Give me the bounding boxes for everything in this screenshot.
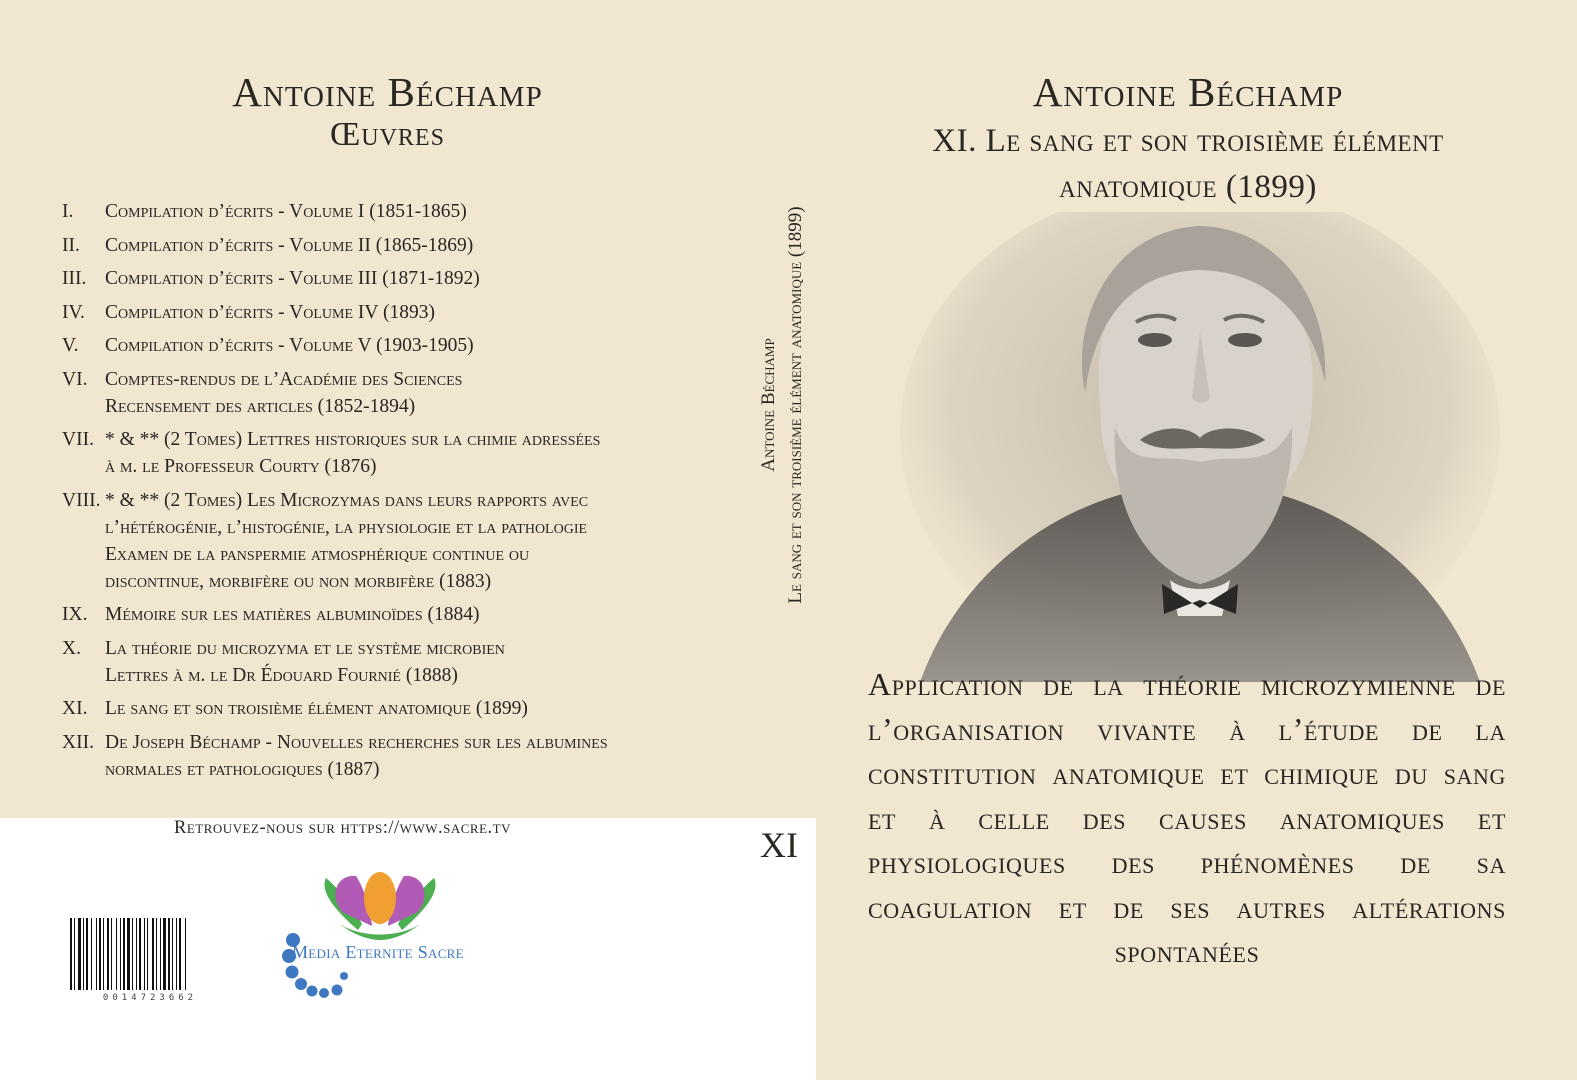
works-list-item — [62, 366, 722, 420]
barcode-bar — [99, 918, 101, 990]
work-title-line: Lettres à m. le Dr Édouard Fournié (1888) — [105, 664, 458, 686]
spine-title: Le sang et son troisième élément anatomique (1899) — [785, 206, 806, 604]
front-author-name: Antoine Béchamp — [1032, 69, 1344, 115]
barcode-bar — [74, 918, 75, 990]
work-title-line: Compilation d’écrits - Volume II (1865-1869) — [105, 234, 474, 256]
work-number: V. — [62, 335, 79, 356]
barcode-bar — [179, 918, 181, 990]
volume-number: XI — [760, 825, 798, 865]
website-text: Retrouvez-nous sur https://www.sacre.tv — [174, 818, 511, 838]
barcode-bar — [160, 918, 161, 990]
work-title-line: Compilation d’écrits - Volume IV (1893) — [105, 301, 435, 323]
lotus-icon — [324, 872, 435, 940]
barcode-bar — [120, 918, 121, 990]
work-title-line: De Joseph Béchamp - Nouvelles recherches sur les albumines — [105, 731, 608, 753]
barcode-bar — [116, 918, 117, 990]
barcode-bar — [96, 918, 97, 990]
barcode-bar — [136, 918, 137, 990]
work-title-line: Comptes-rendus de l’Académie des Sciences — [105, 368, 463, 390]
book-title — [858, 118, 1518, 210]
works-list-item — [62, 232, 722, 259]
work-number: XII. — [62, 731, 94, 753]
barcode-bar — [163, 918, 166, 990]
author-portrait — [900, 212, 1500, 682]
works-list — [62, 198, 722, 789]
work-number: IV. — [62, 301, 85, 323]
barcode-bar — [127, 918, 130, 990]
work-title-line: Recensement des articles (1852-1894) — [105, 395, 416, 417]
work-title-line: Examen de la panspermie atmosphérique continue ou — [105, 543, 530, 565]
work-number: VI. — [62, 368, 88, 390]
work-title-line: Mémoire sur les matières albuminoïdes (1884) — [105, 604, 480, 625]
book-title-line-2: anatomique (1899) — [1059, 169, 1317, 205]
work-title-line: Compilation d’écrits - Volume V (1903-1905) — [105, 335, 474, 356]
work-number: X. — [62, 637, 81, 659]
work-title-line: à m. le Professeur Courty (1876) — [105, 456, 377, 477]
barcode-bar — [103, 918, 104, 990]
works-list-item — [62, 729, 722, 783]
work-title-line: * & ** (2 Tomes) Les Microzymas dans leurs rapports avec — [105, 489, 589, 511]
spine-author: Antoine Béchamp — [758, 338, 779, 472]
works-list-item — [62, 265, 722, 292]
work-title-line: l’hétérogénie, l’histogénie, la physiologie et la pathologie — [105, 516, 588, 538]
work-title-line: Compilation d’écrits - Volume I (1851-1865) — [105, 201, 467, 222]
barcode-bar — [152, 918, 154, 990]
work-number: VIII. — [62, 489, 101, 511]
works-list-item — [62, 299, 722, 326]
barcode-bar — [176, 918, 177, 990]
work-number: II. — [62, 234, 80, 256]
work-number: XI. — [62, 698, 88, 719]
barcode-bar — [168, 918, 170, 990]
work-title-line: normales et pathologiques (1887) — [105, 758, 380, 780]
work-title-line: discontinue, morbifère ou non morbifère (1883) — [105, 570, 492, 592]
barcode-bar — [111, 918, 112, 990]
work-title-line: * & ** (2 Tomes) Lettres historiques sur la chimie adressées — [105, 429, 601, 450]
work-number: IX. — [62, 604, 88, 625]
barcode-bar — [70, 918, 72, 990]
barcode-bar — [172, 918, 173, 990]
work-title-line: La théorie du microzyma et le système microbien — [105, 637, 505, 659]
works-list-item — [62, 601, 722, 628]
barcode-bar — [107, 918, 109, 990]
work-number: III. — [62, 268, 87, 289]
spine-text — [755, 206, 809, 603]
barcode-bar — [139, 918, 141, 990]
works-list-item — [62, 332, 722, 359]
back-author-name: Antoine Béchamp — [232, 69, 543, 115]
barcode-bar — [132, 918, 133, 990]
barcode-bar — [123, 918, 125, 990]
barcode-bar — [86, 918, 88, 990]
work-number: I. — [62, 201, 74, 222]
barcode-bar — [83, 918, 84, 990]
barcode-bar — [144, 918, 145, 990]
barcode-bar — [78, 918, 81, 990]
works-list-item — [62, 487, 722, 595]
works-list-item — [62, 426, 722, 480]
barcode-bar — [156, 918, 157, 990]
publisher-logo — [280, 868, 480, 1000]
book-title-line-1: XI. Le sang et son troisième élément — [932, 123, 1444, 159]
book-subtitle: Application de la théorie microzymienne de l’organisation vivante à l’étude de la constitution anatomique et chimique du sang et à celle des causes anatomiques et physiologiques des phénomènes de sa coagulation et de ses autres altérations spontanées — [868, 666, 1506, 969]
series-title: Œuvres — [330, 116, 445, 153]
works-list-item — [62, 635, 722, 689]
work-title-line: Le sang et son troisième élément anatomique (1899) — [105, 698, 528, 719]
work-title-line: Compilation d’écrits - Volume III (1871-1892) — [105, 268, 480, 289]
barcode-bar — [185, 918, 186, 990]
publisher-logo-text: Media Eternite Sacre — [292, 942, 464, 962]
works-list-item — [62, 695, 722, 722]
work-number: VII. — [62, 429, 94, 450]
works-list-item — [62, 198, 722, 225]
barcode-bar — [147, 918, 148, 990]
barcode-number: 0014723662 — [102, 993, 198, 1003]
barcode-bar — [91, 918, 92, 990]
